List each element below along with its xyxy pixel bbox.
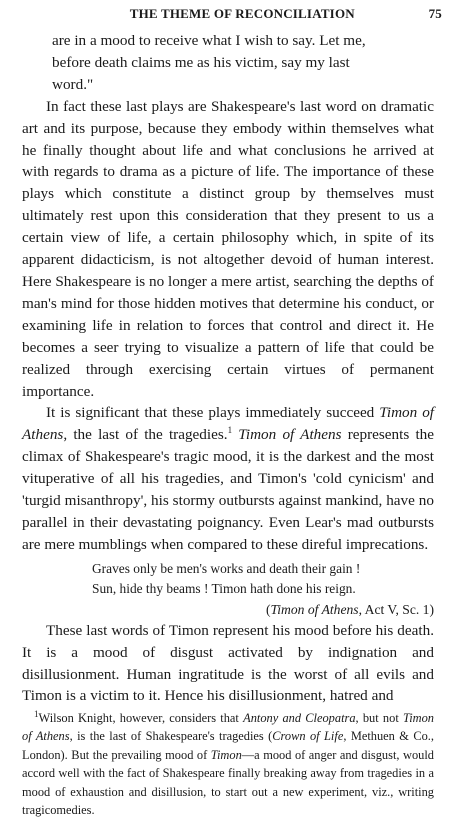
play-title: Timon: [210, 747, 242, 762]
footnote-run: , but not: [355, 711, 403, 725]
quote-line: word.": [52, 75, 94, 93]
verse-quotation: [22, 559, 434, 599]
verse-line: Sun, hide thy beams ! Timon hath done his reign.: [92, 580, 356, 596]
footnote-run: —a mood of anger and disgust, would accord well with the fact of Shakespeare finally breaking away from tragedies in a mood of exhaustion and disillusion, to start out a new experiment, viz., writing tragicomedies.: [22, 747, 434, 818]
footnote-run: Wilson Knight, however, considers that: [38, 711, 244, 725]
footnote-reference[interactable]: 1: [227, 425, 233, 436]
play-title: Timon of Athens: [22, 711, 434, 744]
block-quote-continuation: [22, 30, 434, 96]
play-title: Timon of Athens: [22, 404, 435, 444]
attribution-act: , Act V, Sc. 1): [358, 601, 434, 617]
footnote-text: [22, 709, 434, 819]
footnote-run: , Methuen & Co., London). But the prevailing mood of: [22, 729, 434, 762]
footnote: [22, 709, 434, 819]
paragraph-text: represents the climax of Shakespeare's tragic mood, it is the darkest and the most vituperative of all his tragedies, and Timon's 'cold cynicism' and 'turgid misanthropy', his stormy outbursts against mankind, have no parallel in their devastating poignancy. Even Lear's mad outbursts are mere mumblings when compared to these direful imprecations.: [22, 426, 435, 553]
body-text: [22, 30, 434, 707]
footnote-marker: 1: [34, 708, 39, 719]
quote-line: before death claims me as his victim, say my last: [52, 53, 350, 71]
running-head: [26, 6, 442, 24]
play-title: Timon of Athens: [270, 601, 359, 617]
paragraph-text: It is significant that these plays immediately succeed: [46, 404, 380, 422]
verse-attribution: [22, 599, 434, 620]
paragraph-text: , the last of the tragedies.: [63, 426, 228, 444]
footnote-run: , is the last of Shakespeare's tragedies (: [69, 729, 273, 744]
paragraph-timon: [22, 402, 434, 555]
attribution-paren: (: [265, 601, 271, 617]
quote-line: are in a mood to receive what I wish to say. Let me,: [52, 32, 366, 49]
running-head-title: THE THEME OF RECONCILIATION: [129, 6, 355, 21]
paragraph-last-words: These last words of Timon represent his mood before his death. It is a mood of disgust activated by indignation and disillusionment. Human ingratitude is the worst of all evils and Timon is a victim to it. Hence his disillusionment, hatred and: [22, 621, 434, 705]
paragraph-last-plays: In fact these last plays are Shakespeare's last word on dramatic art and its purpose, because they embody within themselves what he finally thought about life and what conclusions he arrived at with regards to drama as a picture of life. The importance of these plays which constitute a distinct group by themselves must ultimately rest upon this consideration that they present to us a certain view of life, a certain philosophy which, in spite of its apparent didacticism, is not altogether devoid of human interest. Here Shakespeare is no longer a mere artist, searching the depths of man's mind for those hidden motives that determine his conduct, or examining life in relation to forces that control and direct it. He becomes a seer trying to visualize a pattern of life that could be realized through exercising certain virtues of permanent importance.: [22, 97, 434, 400]
play-title: Antony and Cleopatra: [243, 711, 356, 725]
page-number: 75: [428, 6, 442, 21]
play-title: Timon of Athens: [238, 426, 342, 444]
verse-line: Graves only be men's works and death their gain !: [92, 560, 361, 576]
book-title: Crown of Life: [272, 729, 344, 744]
